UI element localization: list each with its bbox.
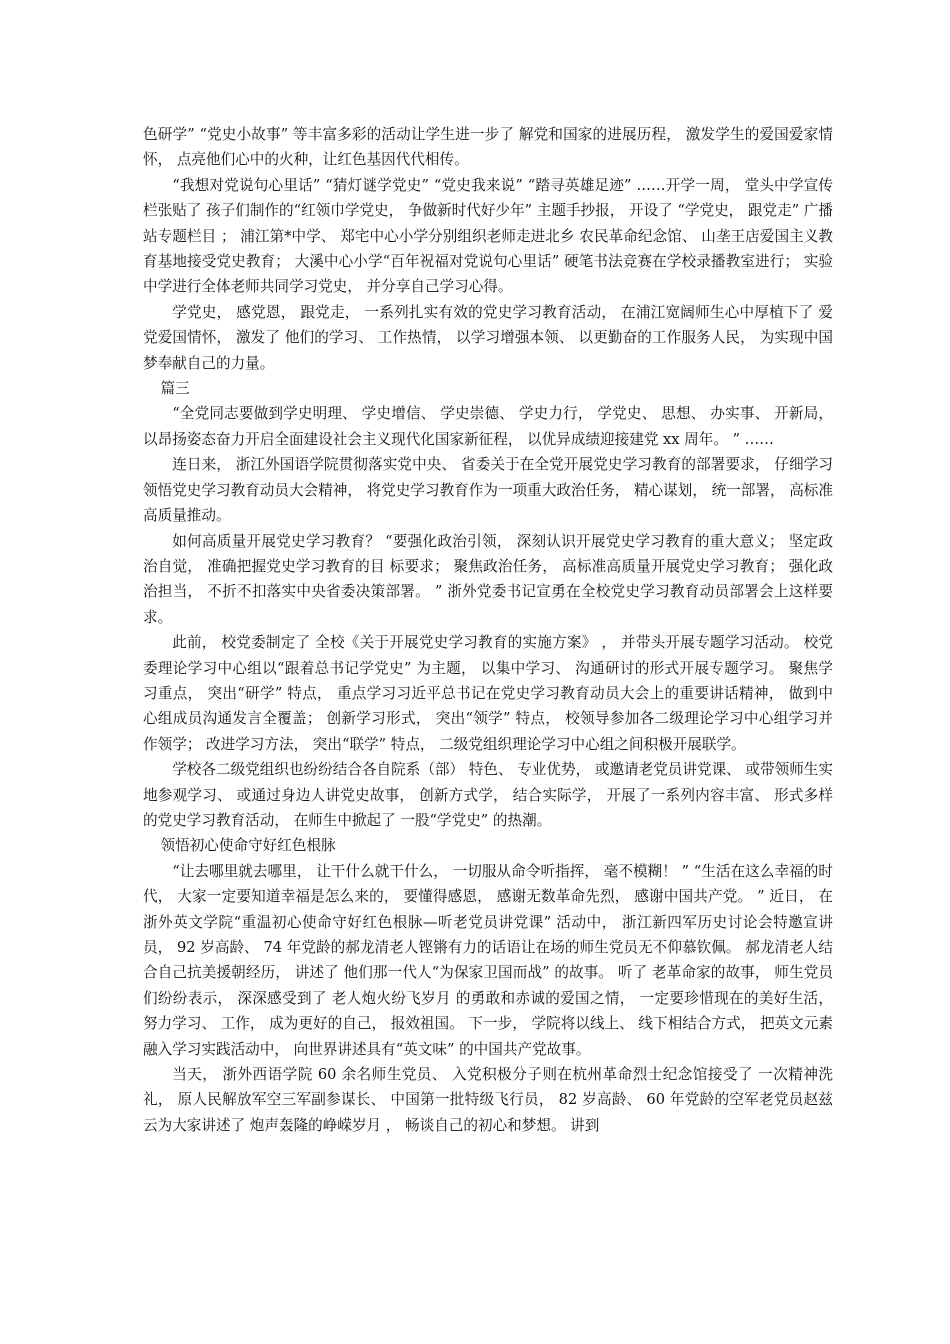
paragraph-departments: 学校各二级党组织也纷纷结合各自院系（部） 特色、 专业优势， 或邀请老党员讲党课、 或带领师生实地参观学习、 或通过身边人讲党史故事， 创新方式学， 结合实际学， 开展了一系列内容丰富、 形式多样的党史学习教育活动， 在师生中掀起了 一股“学党史” 的热潮。 [143, 761, 833, 829]
paragraph-activities: “我想对党说句心里话” “猜灯谜学党史” “党史我来说” “踏寻英雄足迹” ……开学一周， 堂头中学宣传栏张贴了 孩子们制作的“红领巾学党史， 争做新时代好少年” 主题手抄报， 开设了 “学党史， 跟党走” 广播站专题栏目 ； 浦江第*中学、 郑宅中心小学分别组织老师走进北乡 农民革命纪念馆、 山垄王店爱国主义教育基地接受党史教育； 大溪中心小学“百年祝福对党说句心里话” 硬笔书法竞赛在学校录播教室进行； 实验中学进行全体老师共同学习党史， 并分享自己学习心得。 [143, 176, 833, 296]
paragraph-summary: 学党史， 感党恩， 跟党走， 一系列扎实有效的党史学习教育活动， 在浦江宽阔师生心中厚植下了 爱党爱国情怀， 激发了 他们的学习、 工作热情， 以学习增强本领、 以更勤奋的工作服务人民， 为实现中国梦奉献自己的力量。 [143, 303, 833, 372]
paragraph-recent: 连日来， 浙江外国语学院贯彻落实党中央、 省委关于在全党开展党史学习教育的部署要求， 仔细学习领悟党史学习教育动员大会精神， 将党史学习教育作为一项重大政治任务， 精心谋划， 统一部署， 高标准高质量推动。 [143, 456, 833, 525]
paragraph-before: 此前， 校党委制定了 全校《关于开展党史学习教育的实施方案》 ， 并带头开展专题学习活动。 校党委理论学习中心组以“跟着总书记学党史” 为主题， 以集中学习、 沟通研讨的形式开展专题学习。 聚焦学习重点， 突出“研学” 特点， 重点学习习近平总书记在党史学习教育动员大会上的重要讲话精神， 做到中心组成员沟通发言全覆盖； 创新学习形式， 突出“领学” 特点， 校领导参加各二级理论学习中心组学习并作领学； 改进学习方法， 突出“联学” 特点， 二级党组织理论学习中心组之间积极开展联学。 [143, 634, 833, 753]
document-body [143, 122, 833, 1138]
paragraph-continuation: 色研学” “党史小故事” 等丰富多彩的活动让学生进一步了 解党和国家的进展历程， 激发学生的爱国爱家情怀， 点亮他们心中的火种，让红色基因代代相传。 [143, 126, 833, 169]
section-heading-part-three: 篇三 [160, 380, 190, 398]
paragraph-how: 如何高质量开展党史学习教育？ “要强化政治引领， 深刻认识开展党史学习教育的重大意义； 坚定政治自觉， 准确把握党史学习教育的目 标要求； 聚焦政治任务， 高标准高质量开展党史学习教育； 强化政治担当， 不折不扣落实中央省委决策部署。 ” 浙外党委书记宣勇在全校党史学习教育动员部署会上这样要求。 [143, 532, 833, 626]
paragraph-quote: “全党同志要做到学史明理、 学史增信、 学史崇德、 学史力行， 学党史、 思想、 办实事、 开新局， 以昂扬姿态奋力开启全面建设社会主义现代化国家新征程， 以优异成绩迎接建党 xx 周年。 ” …… [143, 405, 833, 448]
section-heading-mission: 领悟初心使命守好红色根脉 [160, 837, 336, 855]
paragraph-veteran: “让去哪里就去哪里， 让干什么就干什么， 一切服从命令听指挥， 毫不模糊！ ” “生活在这么幸福的时代， 大家一定要知道幸福是怎么来的， 要懂得感恩， 感谢无数革命先烈， 感谢中国共产党。 ” 近日， 在浙外英文学院“重温初心使命守好红色根脉—听老党员讲党课” 活动中， 浙江新四军历史讨论会特邀宣讲员， 92 岁高龄、 74 年党龄的郝龙清老人铿锵有力的话语让在场的师生党员无不仰慕钦佩。 郝龙清老人结合自己抗美援朝经历， 讲述了 他们那一代人“为保家卫国而战” 的故事。 听了 老革命家的故事， 师生党员们纷纷表示， 深深感受到了 老人炮火纷飞岁月 的勇敢和赤诚的爱国之情， 一定要珍惜现在的美好生活， 努力学习、 工作， 成为更好的自己， 报效祖国。 下一步， 学院将以线上、 线下相结合方式， 把英文元素融入学习实践活动中， 向世界讲述具有“英文味” 的中国共产党故事。 [143, 862, 833, 1058]
paragraph-same-day: 当天， 浙外西语学院 60 余名师生党员、 入党积极分子则在杭州革命烈士纪念馆接受了 一次精神洗礼， 原人民解放军空三军副参谋长、 中国第一批特级飞行员， 82 岁高龄、 60 年党龄的空军老党员赵兹云为大家讲述了 炮声轰隆的峥嵘岁月 ， 畅谈自己的初心和梦想。 讲到 [143, 1066, 833, 1134]
